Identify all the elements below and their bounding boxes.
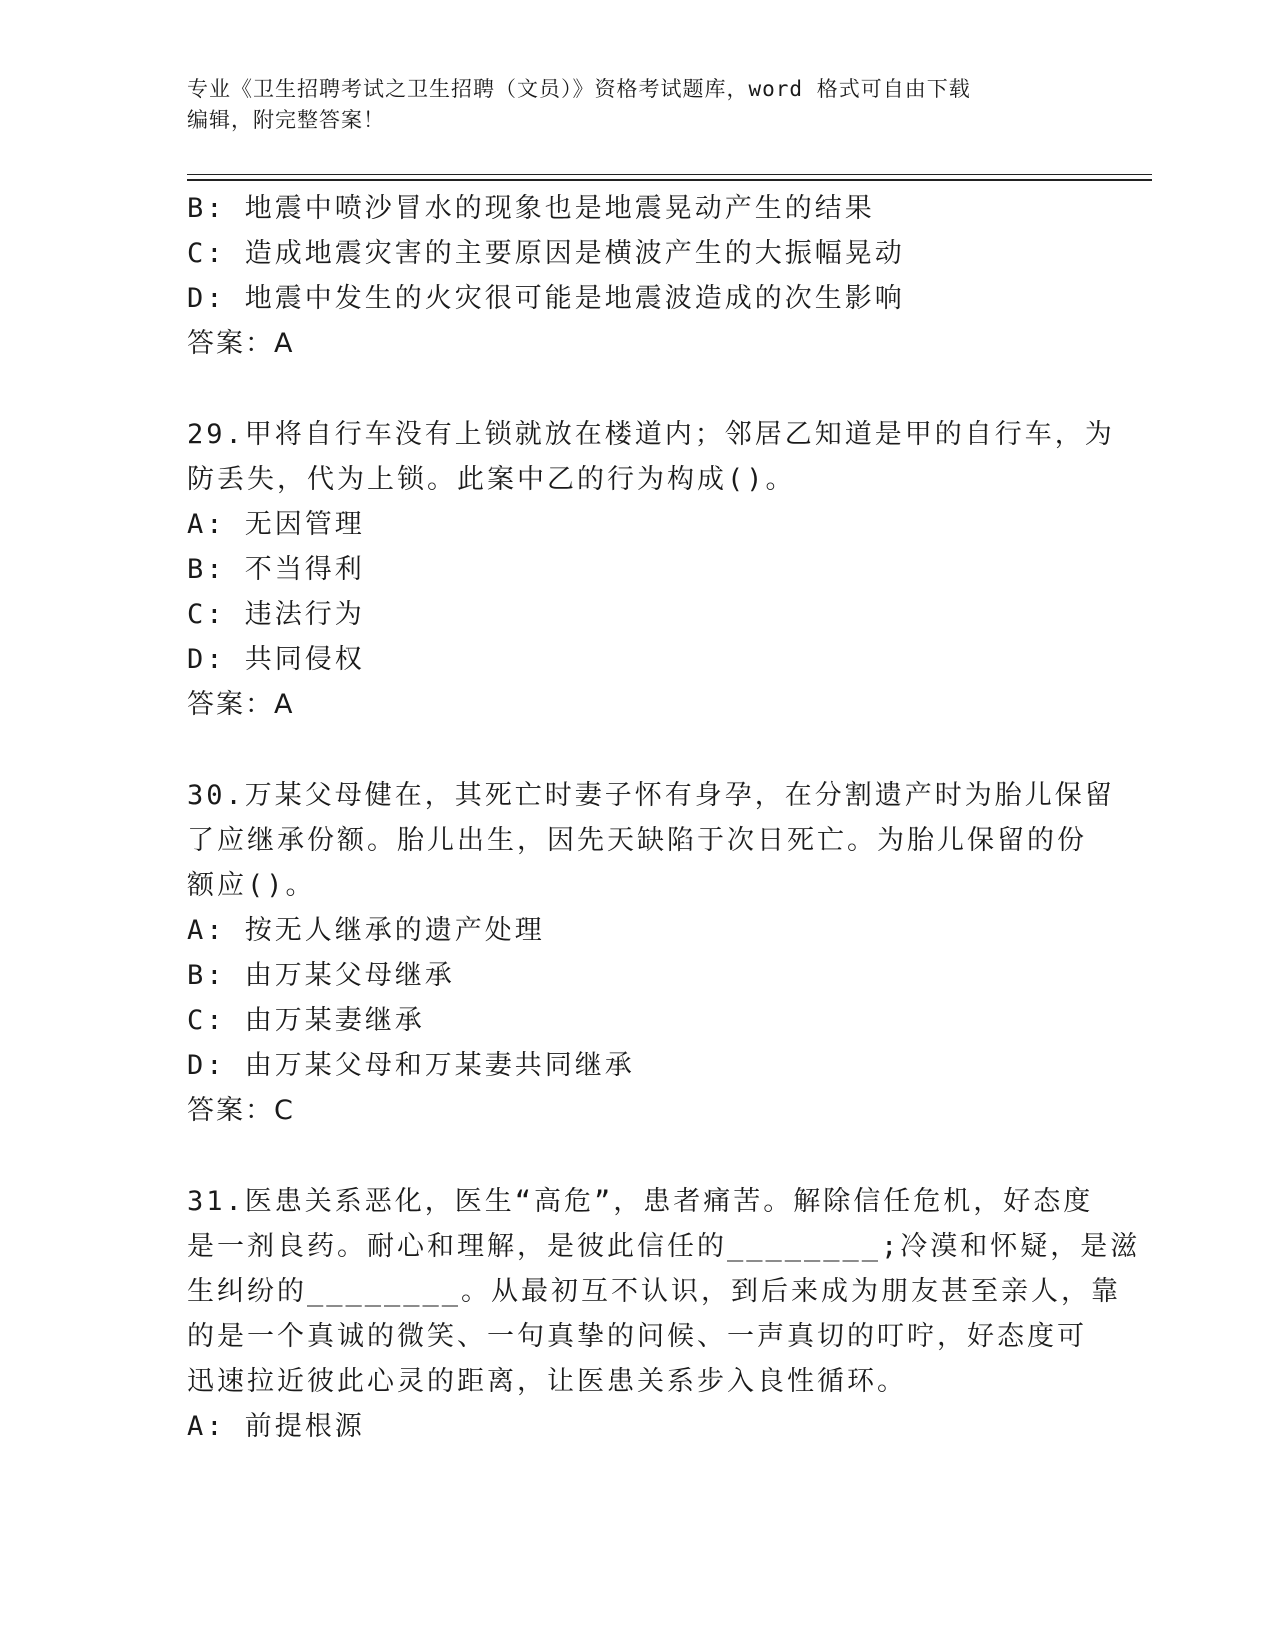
option-d: D: 共同侵权 (187, 644, 365, 675)
question-stem-line: 了应继承份额。胎儿出生，因先天缺陷于次日死亡。为胎儿保留的份 (187, 825, 1087, 856)
question-31 (187, 1179, 1141, 1449)
question-stem-line: 迅速拉近彼此心灵的距离，让医患关系步入良性循环。 (187, 1366, 907, 1397)
option-c: C: 违法行为 (187, 599, 365, 630)
option-a: A: 按无人继承的遗产处理 (187, 915, 545, 946)
question-stem-line: 额应()。 (187, 870, 316, 901)
document-header (187, 74, 1067, 136)
option-c: C: 由万某妻继承 (187, 1005, 425, 1036)
question-stem-line: 是一剂良药。耐心和理解，是彼此信任的________;冷漠和怀疑，是滋 (187, 1231, 1141, 1262)
spacer (187, 727, 1077, 773)
header-divider-thick (187, 179, 1152, 181)
question-30 (187, 773, 1115, 1133)
answer-label: 答案：C (187, 1095, 295, 1126)
option-d: D: 地震中发生的火灾很可能是地震波造成的次生影响 (187, 283, 905, 314)
header-divider-thin (187, 174, 1152, 175)
question-stem-line: 31.医患关系恶化，医生“高危”，患者痛苦。解除信任危机，好态度 (187, 1186, 1094, 1217)
option-c: C: 造成地震灾害的主要原因是横波产生的大振幅晃动 (187, 238, 905, 269)
option-a: A: 前提根源 (187, 1411, 365, 1442)
option-a: A: 无因管理 (187, 509, 365, 540)
question-stem-line: 生纠纷的________。从最初互不认识，到后来成为朋友甚至亲人，靠 (187, 1276, 1122, 1307)
question-stem-line: 30.万某父母健在，其死亡时妻子怀有身孕，在分割遗产时为胎儿保留 (187, 780, 1115, 811)
question-28-continued (187, 186, 1077, 366)
answer-label: 答案：A (187, 328, 295, 359)
option-b: B: 不当得利 (187, 554, 365, 585)
spacer (187, 366, 1077, 412)
option-d: D: 由万某父母和万某妻共同继承 (187, 1050, 635, 1081)
spacer (187, 1133, 1077, 1179)
answer-label: 答案：A (187, 689, 295, 720)
option-b: B: 由万某父母继承 (187, 960, 455, 991)
question-stem-line: 的是一个真诚的微笑、一句真挚的问候、一声真切的叮咛，好态度可 (187, 1321, 1087, 1352)
question-stem-line: 29.甲将自行车没有上锁就放在楼道内；邻居乙知道是甲的自行车，为 (187, 419, 1115, 450)
question-29 (187, 412, 1115, 727)
header-line-1: 专业《卫生招聘考试之卫生招聘（文员）》资格考试题库，word 格式可自由下载 (187, 77, 971, 101)
option-b: B: 地震中喷沙冒水的现象也是地震晃动产生的结果 (187, 193, 875, 224)
question-content (187, 186, 1141, 1449)
header-line-2: 编辑，附完整答案！ (187, 108, 385, 132)
question-stem-line: 防丢失，代为上锁。此案中乙的行为构成()。 (187, 464, 796, 495)
